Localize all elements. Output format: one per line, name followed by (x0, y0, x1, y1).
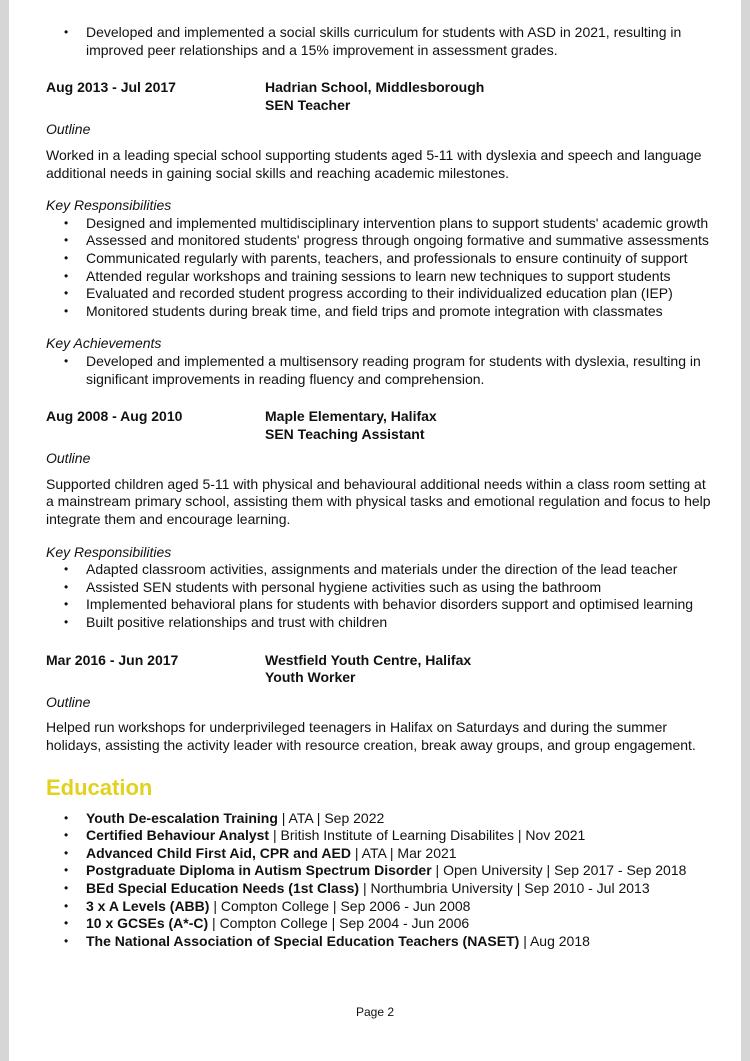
outline-label: Outline (46, 693, 91, 710)
job-entry-hadrian (46, 79, 716, 388)
intro-bullets (46, 24, 716, 59)
job-dates: Aug 2008 - Aug 2010 (46, 408, 183, 425)
education-heading: Education (46, 774, 153, 800)
education-item (46, 933, 716, 951)
education-item-title: BEd Special Education Needs (1st Class) (86, 879, 360, 896)
education-item-title: Certified Behaviour Analyst (86, 827, 270, 844)
job-header (46, 408, 716, 443)
list-item: • Attended regular workshops and training sessions to learn new techniques to support students (46, 268, 716, 286)
job-organization: Westfield Youth Centre, Halifax (265, 651, 472, 668)
outline-label: Outline (46, 121, 91, 138)
job-entry-westfield (46, 652, 716, 755)
responsibilities-label: Key Responsibilities (46, 543, 172, 560)
achievements-list (46, 353, 716, 388)
document-page (9, 0, 741, 1061)
list-item: • Communicated regularly with parents, teachers, and professionals to ensure continuity of support (46, 250, 716, 268)
education-item-detail: | Compton College | Sep 2004 - Jun 2006 (208, 915, 470, 932)
outline-text: Supported children aged 5-11 with physical and behavioural additional needs within a class room setting at a mainstream primary school, assisting them with physical tasks and emotional regulation and focus to help integrate them and encourage learning. (46, 475, 711, 528)
education-item-detail: | British Institute of Learning Disabilites | Nov 2021 (269, 827, 586, 844)
list-item: • Adapted classroom activities, assignments and materials under the direction of the lead teacher (46, 561, 716, 579)
list-item: • Designed and implemented multidisciplinary intervention plans to support students' academic growth (46, 215, 716, 233)
list-item: • Implemented behavioral plans for students with behavior disorders support and optimised learning (46, 596, 716, 614)
education-item (46, 898, 716, 916)
education-item-detail: | Aug 2018 (519, 932, 590, 949)
education-item-title: Youth De-escalation Training (86, 809, 278, 826)
job-dates: Aug 2013 - Jul 2017 (46, 79, 176, 96)
outline-text: Helped run workshops for underprivileged teenagers in Halifax on Saturdays and during the summer holidays, assisting the activity leader with resource creation, break away groups, and group engagement. (46, 719, 696, 753)
responsibilities-list (46, 215, 716, 321)
job-title: Youth Worker (265, 669, 356, 686)
education-item (46, 810, 716, 828)
intro-bullet: • Developed and implemented a social skills curriculum for students with ASD in 2021, resulting in improved peer relationships and a 15% improvement in assessment grades. (46, 24, 716, 59)
achievements-label: Key Achievements (46, 335, 162, 352)
job-entry-maple (46, 408, 716, 632)
education-item (46, 827, 716, 845)
education-item-title: 10 x GCSEs (A*-C) (86, 915, 209, 932)
education-item (46, 845, 716, 863)
education-item (46, 880, 716, 898)
education-item-detail: | Northumbria University | Sep 2010 - Jul 2013 (359, 879, 650, 896)
education-item-detail: | Open University | Sep 2017 - Sep 2018 (431, 862, 687, 879)
list-item: • Assisted SEN students with personal hygiene activities such as using the bathroom (46, 579, 716, 597)
list-item: • Evaluated and recorded student progress according to their individualized education plan (IEP) (46, 285, 716, 303)
page-content (46, 24, 716, 950)
education-item-detail: | ATA | Sep 2022 (277, 809, 385, 826)
job-organization: Maple Elementary, Halifax (265, 408, 437, 425)
responsibilities-label: Key Responsibilities (46, 197, 172, 214)
education-item (46, 862, 716, 880)
responsibilities-list (46, 561, 716, 631)
job-title: SEN Teacher (265, 96, 351, 113)
job-title: SEN Teaching Assistant (265, 425, 425, 442)
job-organization: Hadrian School, Middlesborough (265, 79, 485, 96)
education-item-detail: | ATA | Mar 2021 (351, 844, 457, 861)
list-item: • Assessed and monitored students' progress through ongoing formative and summative assessments (46, 232, 716, 250)
list-item: • Built positive relationships and trust with children (46, 614, 716, 632)
page-number: Page 2 (355, 1005, 395, 1019)
education-list (46, 810, 716, 951)
outline-label: Outline (46, 450, 91, 467)
job-dates: Mar 2016 - Jun 2017 (46, 651, 179, 668)
list-item: • Developed and implemented a multisensory reading program for students with dyslexia, resulting in significant improvements in reading fluency and comprehension. (46, 353, 716, 388)
job-header (46, 79, 716, 114)
education-item-title: Advanced Child First Aid, CPR and AED (86, 844, 351, 861)
education-item-detail: | Compton College | Sep 2006 - Jun 2008 (209, 897, 471, 914)
job-header (46, 652, 716, 687)
education-item-title: 3 x A Levels (ABB) (86, 897, 210, 914)
list-item: • Monitored students during break time, and field trips and promote integration with classmates (46, 303, 716, 321)
outline-text: Worked in a leading special school supporting students aged 5-11 with dyslexia and speech and language additional needs in gaining social skills and reaching academic milestones. (46, 146, 702, 181)
education-item-title: The National Association of Special Education Teachers (NASET) (86, 932, 520, 949)
education-item (46, 915, 716, 933)
education-item-title: Postgraduate Diploma in Autism Spectrum Disorder (86, 862, 432, 879)
